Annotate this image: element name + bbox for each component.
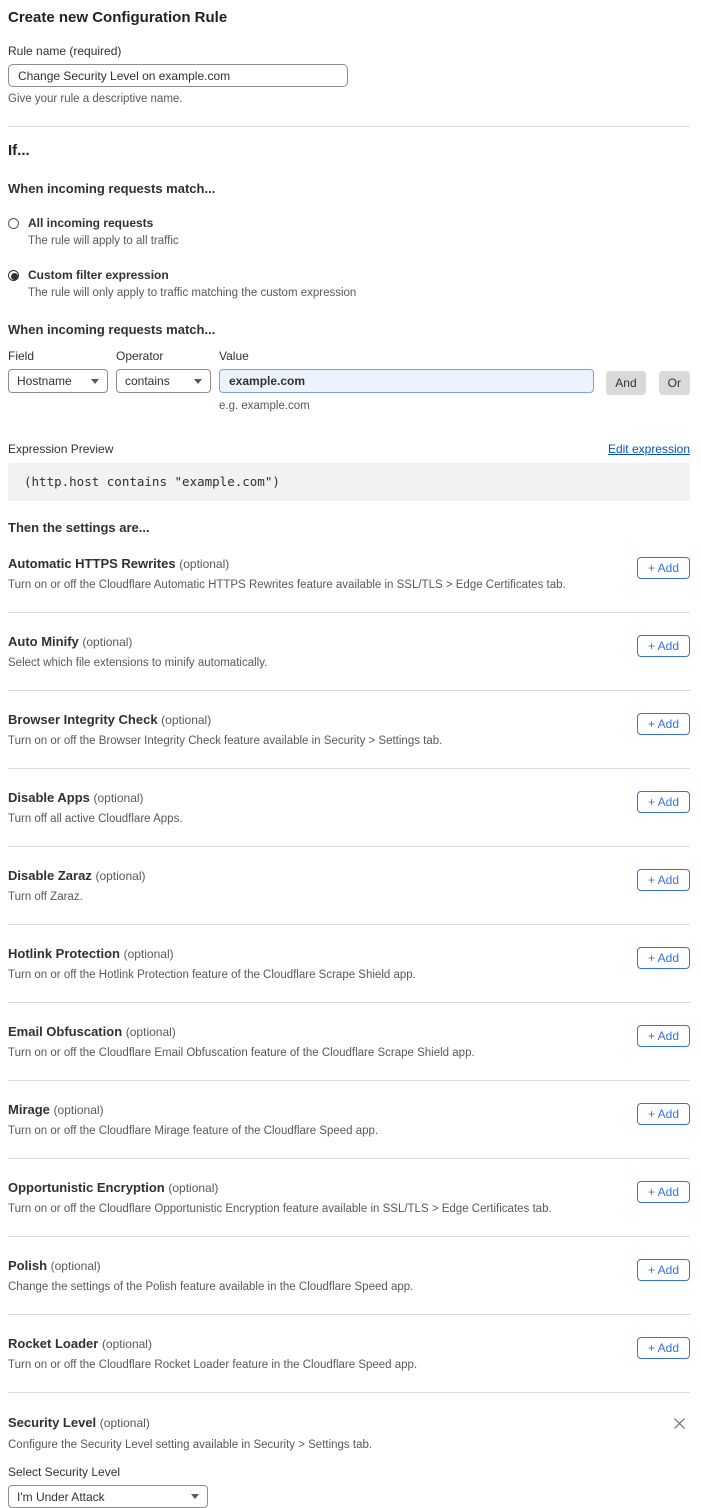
rule-name-input[interactable] (8, 64, 348, 87)
page-title: Create new Configuration Rule (8, 9, 228, 26)
field-select-value: Hostname (17, 374, 72, 388)
add-button[interactable]: + Add (637, 713, 690, 735)
setting-title: Browser Integrity Check (8, 712, 158, 727)
value-input[interactable] (219, 369, 594, 393)
setting-row-hotlink-protection (8, 925, 690, 1003)
edit-expression-link[interactable]: Edit expression (607, 442, 690, 456)
setting-row-rocket-loader (8, 1315, 690, 1393)
setting-title: Automatic HTTPS Rewrites (8, 556, 176, 571)
value-hint: e.g. example.com (219, 400, 310, 412)
setting-row-browser-integrity-check (8, 691, 690, 769)
expression-preview-code: (http.host contains "example.com") (8, 463, 690, 501)
setting-optional-label: (optional) (82, 635, 133, 649)
setting-row-disable-apps (8, 769, 690, 847)
add-button[interactable]: + Add (637, 557, 690, 579)
setting-row-security-level (8, 1393, 690, 1508)
setting-optional-label: (optional) (101, 1337, 152, 1351)
setting-title: Rocket Loader (8, 1336, 99, 1351)
value-label: Value (219, 349, 249, 363)
setting-row-email-obfuscation (8, 1003, 690, 1081)
setting-optional-label: (optional) (50, 1259, 101, 1273)
setting-description: Select which file extensions to minify automatically. (8, 657, 268, 669)
setting-optional-label: (optional) (123, 947, 174, 961)
operator-label: Operator (116, 349, 164, 363)
setting-row-auto-minify (8, 613, 690, 691)
add-button[interactable]: + Add (637, 1259, 690, 1281)
setting-optional-label: (optional) (99, 1416, 150, 1430)
setting-title: Security Level (8, 1415, 97, 1430)
setting-row-automatic-https-rewrites (8, 535, 690, 613)
section-divider (8, 126, 690, 127)
radio-selected-icon[interactable] (8, 270, 19, 281)
field-label: Field (8, 349, 35, 363)
setting-row-polish (8, 1237, 690, 1315)
add-button[interactable]: + Add (637, 1337, 690, 1359)
add-button[interactable]: + Add (637, 1025, 690, 1047)
chevron-down-icon (191, 1494, 199, 1499)
radio-all-incoming-requests[interactable] (8, 216, 690, 248)
setting-title: Polish (8, 1258, 48, 1273)
setting-title: Auto Minify (8, 634, 79, 649)
then-settings-heading: Then the settings are... (8, 520, 150, 535)
setting-description: Configure the Security Level setting available in Security > Settings tab. (8, 1439, 373, 1451)
add-button[interactable]: + Add (637, 635, 690, 657)
setting-description: Turn on or off the Browser Integrity Check feature available in Security > Settings tab. (8, 735, 443, 747)
add-button[interactable]: + Add (637, 1103, 690, 1125)
setting-description: Change the settings of the Polish feature available in the Cloudflare Speed app. (8, 1281, 414, 1293)
radio-custom-filter-expression[interactable] (8, 268, 690, 300)
setting-description: Turn on or off the Hotlink Protection feature of the Cloudflare Scrape Shield app. (8, 969, 416, 981)
operator-select[interactable] (116, 369, 211, 393)
setting-row-opportunistic-encryption (8, 1159, 690, 1237)
setting-optional-label: (optional) (168, 1181, 219, 1195)
expression-preview-label: Expression Preview (8, 442, 114, 456)
setting-title: Opportunistic Encryption (8, 1180, 165, 1195)
setting-description: Turn off Zaraz. (8, 891, 83, 903)
setting-description: Turn off all active Cloudflare Apps. (8, 813, 183, 825)
operator-select-value: contains (125, 374, 170, 388)
add-button[interactable]: + Add (637, 947, 690, 969)
radio-label: Custom filter expression (28, 268, 169, 282)
setting-row-disable-zaraz (8, 847, 690, 925)
field-select[interactable] (8, 369, 108, 393)
radio-label: All incoming requests (28, 216, 154, 230)
radio-unselected-icon[interactable] (8, 218, 19, 229)
rule-name-label: Rule name (required) (8, 44, 122, 58)
setting-title: Mirage (8, 1102, 50, 1117)
setting-title: Email Obfuscation (8, 1024, 123, 1039)
setting-description: Turn on or off the Cloudflare Opportunistic Encryption feature available in SSL/TLS > Edge Certificates tab. (8, 1203, 552, 1215)
add-button[interactable]: + Add (637, 791, 690, 813)
setting-row-mirage (8, 1081, 690, 1159)
setting-description: Turn on or off the Cloudflare Rocket Loader feature in the Cloudflare Speed app. (8, 1359, 418, 1371)
radio-description: The rule will only apply to traffic matching the custom expression (28, 287, 357, 299)
close-icon[interactable] (671, 1415, 688, 1432)
setting-optional-label: (optional) (93, 791, 144, 805)
setting-description: Turn on or off the Cloudflare Email Obfuscation feature of the Cloudflare Scrape Shield app. (8, 1047, 475, 1059)
setting-optional-label: (optional) (125, 1025, 176, 1039)
security-level-select-value: I'm Under Attack (17, 1489, 105, 1504)
setting-description: Turn on or off the Cloudflare Mirage feature of the Cloudflare Speed app. (8, 1125, 379, 1137)
security-level-select[interactable] (8, 1485, 208, 1508)
match-heading: When incoming requests match... (8, 181, 216, 196)
setting-optional-label: (optional) (179, 557, 230, 571)
rule-name-help: Give your rule a descriptive name. (8, 93, 183, 105)
chevron-down-icon (91, 379, 99, 384)
setting-title: Hotlink Protection (8, 946, 120, 961)
if-heading: If... (8, 142, 30, 159)
filter-match-heading: When incoming requests match... (8, 322, 216, 337)
security-level-select-label: Select Security Level (8, 1465, 121, 1479)
setting-title: Disable Zaraz (8, 868, 92, 883)
setting-optional-label: (optional) (95, 869, 146, 883)
add-button[interactable]: + Add (637, 1181, 690, 1203)
chevron-down-icon (194, 379, 202, 384)
setting-title: Disable Apps (8, 790, 90, 805)
setting-description: Turn on or off the Cloudflare Automatic HTTPS Rewrites feature available in SSL/TLS > Edge Certificates tab. (8, 579, 566, 591)
or-button[interactable]: Or (659, 371, 690, 395)
setting-optional-label: (optional) (53, 1103, 104, 1117)
radio-description: The rule will apply to all traffic (28, 235, 179, 247)
filter-expression-row (8, 349, 690, 412)
setting-optional-label: (optional) (161, 713, 212, 727)
and-button[interactable]: And (606, 371, 645, 395)
add-button[interactable]: + Add (637, 869, 690, 891)
